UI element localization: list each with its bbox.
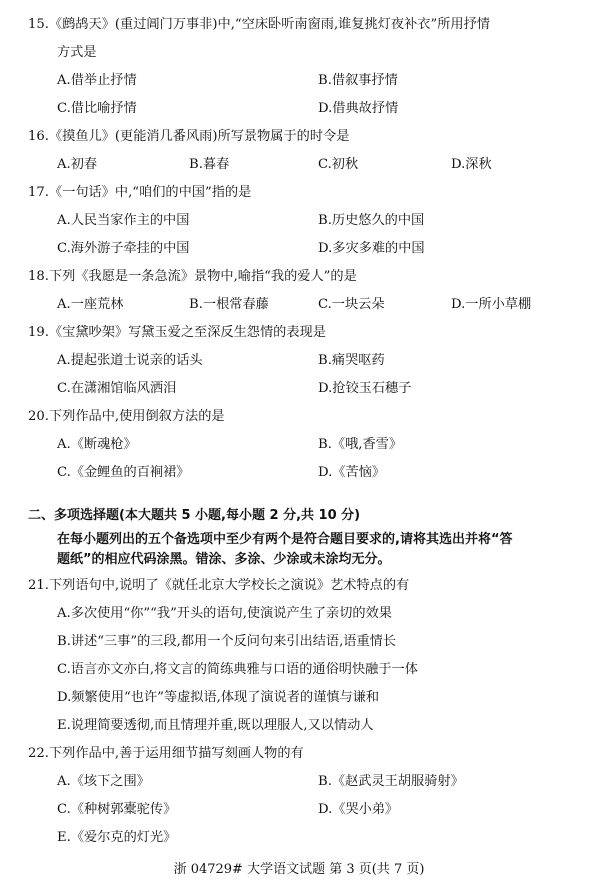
q21-option-d: D.频繁使用“也许”等虚拟语,体现了演说者的谨慎与谦和 xyxy=(57,690,380,705)
q19-option-c: C.在潇湘馆临风洒泪 xyxy=(57,381,177,396)
q19-stem: 19.《宝黛吵架》写黛玉爱之至深反生怨情的表现是 xyxy=(28,325,326,340)
q20-option-c: C.《金鲤鱼的百裥裙》 xyxy=(57,465,190,480)
q21-stem: 21.下列语句中,说明了《就任北京大学校长之演说》艺术特点的有 xyxy=(28,578,410,593)
q18-option-a: A.一座荒林 xyxy=(57,297,124,312)
q18-option-c: C.一块云朵 xyxy=(318,297,385,312)
q22-option-e: E.《爱尔克的灯光》 xyxy=(57,830,177,845)
q15-option-c: C.借比喻抒情 xyxy=(57,101,137,116)
q21-option-e: E.说理简要透彻,而且情理并重,既以理服人,又以情动人 xyxy=(57,718,374,733)
q18-option-b: B.一根常春藤 xyxy=(189,297,269,312)
q19-option-b: B.痛哭呕药 xyxy=(318,353,385,368)
q21-option-b: B.讲述“三事”的三段,都用一个反问句来引出结语,语重情长 xyxy=(57,634,397,649)
q17-option-c: C.海外游子牵挂的中国 xyxy=(57,241,190,256)
q18-stem: 18.下列《我愿是一条急流》景物中,喻指“我的爱人”的是 xyxy=(28,269,357,284)
q20-option-a: A.《断魂枪》 xyxy=(57,437,137,452)
q19-option-a: A.提起张道士说亲的话头 xyxy=(57,353,203,368)
q22-option-a: A.《垓下之围》 xyxy=(57,774,150,789)
q16-stem: 16.《摸鱼儿》(更能消几番风雨)所写景物属于的时令是 xyxy=(28,129,350,144)
q17-option-a: A.人民当家作主的中国 xyxy=(57,213,190,228)
q17-option-b: B.历史悠久的中国 xyxy=(318,213,425,228)
q20-option-d: D.《苦恼》 xyxy=(318,465,386,480)
q17-option-d: D.多灾多难的中国 xyxy=(318,241,425,256)
q15-option-d: D.借典故抒情 xyxy=(318,101,399,116)
q21-option-a: A.多次使用“你”“我”开头的语句,使演说产生了亲切的效果 xyxy=(57,606,392,621)
q22-option-b: B.《赵武灵王胡服骑射》 xyxy=(318,774,464,789)
q17-stem: 17.《一句话》中,“咱们的中国”指的是 xyxy=(28,185,252,200)
q22-option-d: D.《哭小弟》 xyxy=(318,802,399,817)
q15-option-b: B.借叙事抒情 xyxy=(318,73,398,88)
q16-option-a: A.初春 xyxy=(57,157,98,172)
q19-option-d: D.抢铰玉石穗子 xyxy=(318,381,412,396)
q20-stem: 20.下列作品中,使用倒叙方法的是 xyxy=(28,409,225,424)
q15-stem-line2: 方式是 xyxy=(57,45,97,60)
q16-option-c: C.初秋 xyxy=(318,157,359,172)
q21-option-c: C.语言亦文亦白,将文言的简练典雅与口语的通俗明快融于一体 xyxy=(57,662,418,677)
page-footer: 浙 04729# 大学语文试题 第 3 页(共 7 页) xyxy=(173,862,425,877)
q18-option-d: D.一所小草棚 xyxy=(451,297,532,312)
section2-instruction-line1: 在每小题列出的五个备选项中至少有两个是符合题目要求的,请将其选出并将“答 xyxy=(57,532,513,547)
q20-option-b: B.《哦,香雪》 xyxy=(318,437,403,452)
q16-option-b: B.暮春 xyxy=(189,157,230,172)
q22-stem: 22.下列作品中,善于运用细节描写刻画人物的有 xyxy=(28,746,304,761)
section2-title: 二、多项选择题(本大题共 5 小题,每小题 2 分,共 10 分) xyxy=(28,508,361,523)
q22-option-c: C.《种树郭橐驼传》 xyxy=(57,802,177,817)
q16-option-d: D.深秋 xyxy=(451,157,492,172)
q15-stem-line1: 15.《鹧鸪天》(重过阊门万事非)中,“空床卧听南窗雨,谁复挑灯夜补衣”所用抒情 xyxy=(28,17,490,32)
q15-option-a: A.借举止抒情 xyxy=(57,73,137,88)
section2-instruction-line2: 题纸”的相应代码涂黑。错涂、多涂、少涂或未涂均无分。 xyxy=(57,552,391,567)
